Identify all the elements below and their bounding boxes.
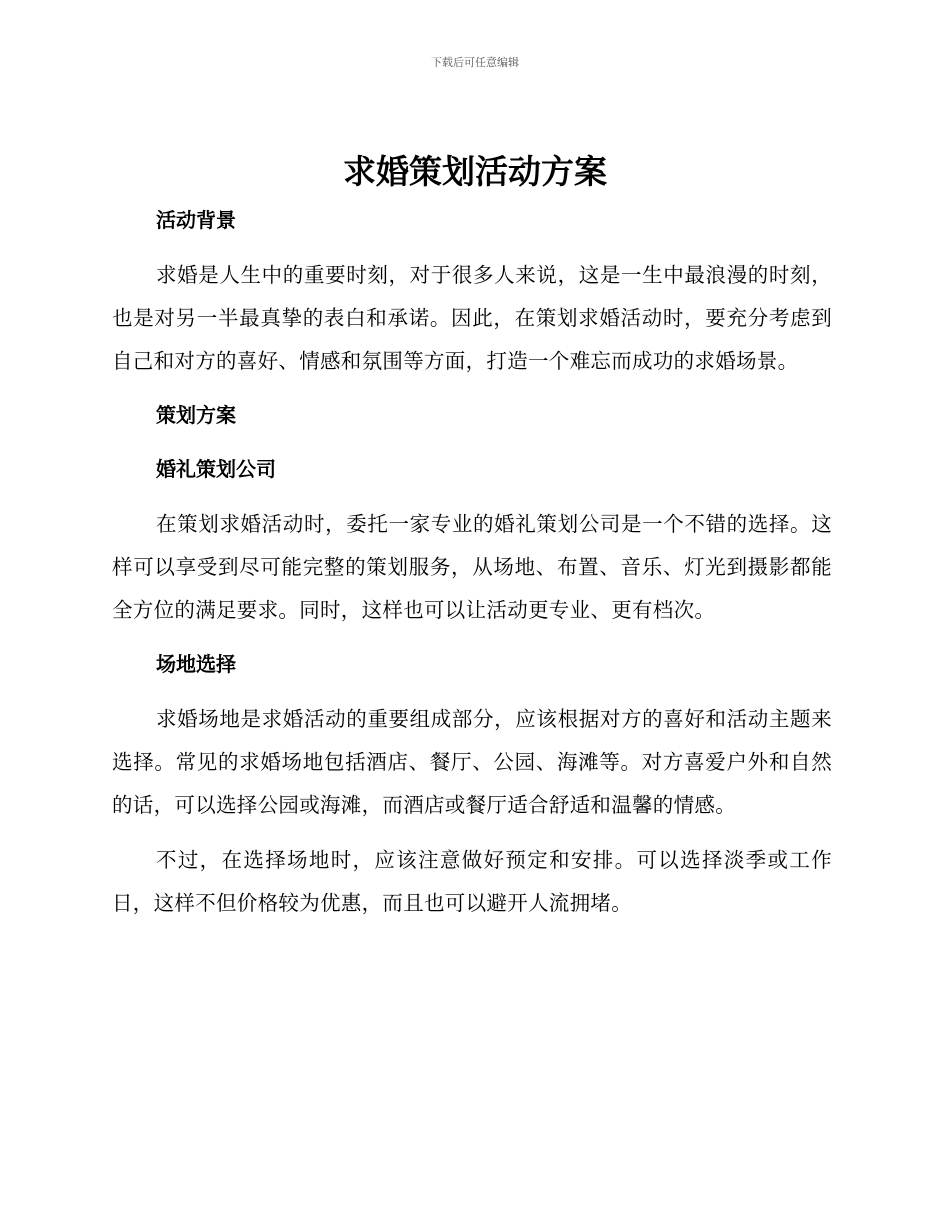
header-note: 下载后可任意编辑 xyxy=(431,56,519,69)
section-heading-plan: 策划方案 xyxy=(156,403,236,427)
document-title: 求婚策划活动方案 xyxy=(343,152,607,191)
section-heading-venue: 场地选择 xyxy=(156,652,236,676)
paragraph-wedding-planner: 在策划求婚活动时，委托一家专业的婚礼策划公司是一个不错的选择。这样可以享受到尽可能完整的策划服务，从场地、布置、音乐、灯光到摄影都能全方位的满足要求。同时，这样也可以让活动更专业、更有档次。 xyxy=(112,512,832,622)
document-body xyxy=(112,200,832,925)
section-heading-background: 活动背景 xyxy=(156,208,236,232)
section-heading-wedding-planner: 婚礼策划公司 xyxy=(156,457,276,481)
paragraph-background: 求婚是人生中的重要时刻，对于很多人来说，这是一生中最浪漫的时刻，也是对另一半最真挚的表白和承诺。因此，在策划求婚活动时，要充分考虑到自己和对方的喜好、情感和氛围等方面，打造一个难忘而成功的求婚场景。 xyxy=(112,263,832,373)
paragraph-venue: 求婚场地是求婚活动的重要组成部分，应该根据对方的喜好和活动主题来选择。常见的求婚场地包括酒店、餐厅、公园、海滩等。对方喜爱户外和自然的话，可以选择公园或海滩，而酒店或餐厅适合舒适和温馨的情感。 xyxy=(112,707,832,817)
paragraph-venue-booking: 不过，在选择场地时，应该注意做好预定和安排。可以选择淡季或工作日，这样不但价格较为优惠，而且也可以避开人流拥堵。 xyxy=(112,848,832,915)
